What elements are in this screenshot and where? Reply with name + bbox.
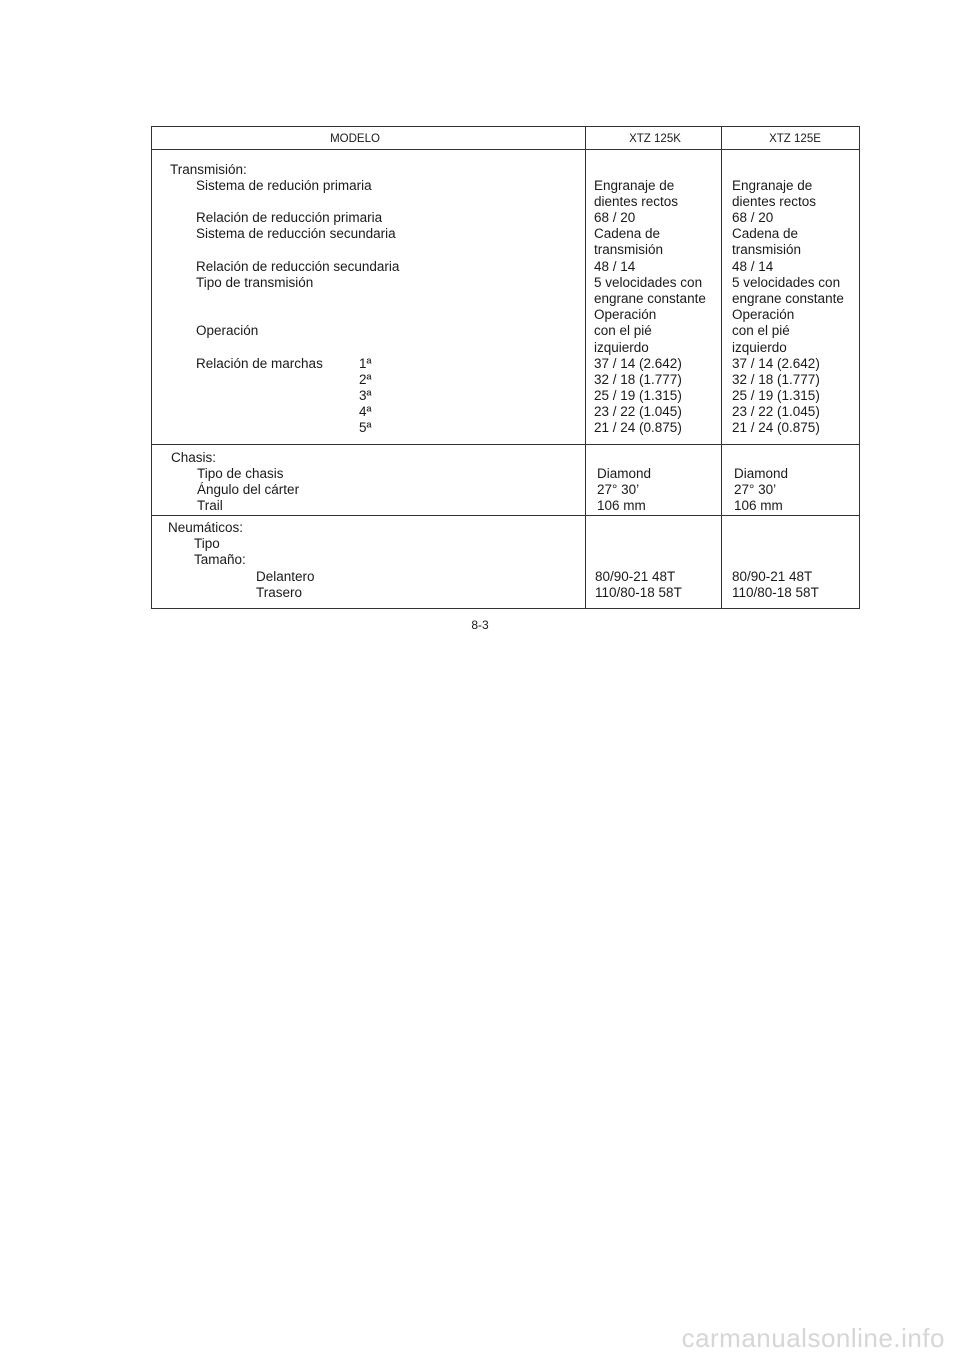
gear-1-label: 1ª [359,356,372,371]
gear-5-label: 5ª [359,420,372,435]
header-model: MODELO [330,133,380,145]
e-value: engrane constante [732,291,844,306]
k-value: 25 / 19 (1.315) [594,388,682,403]
k-value: izquierdo [594,340,649,355]
e-value: 106 mm [734,498,783,513]
e-value: izquierdo [732,340,787,355]
e-value: 21 / 24 (0.875) [732,420,820,435]
e-value: Diamond [734,466,789,481]
e-value: 110/80-18 58T [732,585,819,600]
k-value: 23 / 22 (1.045) [594,404,682,419]
k-value: 106 mm [597,498,646,513]
e-value: transmisión [732,242,802,257]
k-value: 27° 30’ [597,482,640,497]
e-value: 48 / 14 [732,259,774,274]
e-value: Operación [732,307,795,322]
k-value: con el pié [594,323,652,338]
transmission-title: Transmisión: [170,162,247,177]
row-divider [152,444,859,445]
k-value: 68 / 20 [594,210,636,225]
k-value: 21 / 24 (0.875) [594,420,682,435]
label-tire-front: Delantero [256,569,315,584]
label-chassis-type: Tipo de chasis [197,466,284,481]
k-value: 110/80-18 58T [595,585,682,600]
gear-3-label: 3ª [359,388,372,403]
e-value: 80/90-21 48T [732,569,813,584]
tires-title: Neumáticos: [168,520,244,535]
e-value: 5 velocidades con [732,275,841,290]
label-tire-rear: Trasero [256,585,303,600]
chassis-title: Chasis: [171,450,217,465]
label-operation: Operación [196,323,259,338]
e-value: 27° 30’ [734,482,777,497]
row-divider [152,515,859,516]
k-value: 48 / 14 [594,259,636,274]
gear-4-label: 4ª [359,404,372,419]
label-gear-ratios: Relación de marchas [196,356,323,371]
k-value: Engranaje de [594,178,675,193]
label-tire-type: Tipo [194,536,220,551]
label-secondary-ratio: Relación de reducción secundaria [196,259,400,274]
header-xtz125k: XTZ 125K [629,133,681,145]
k-value: 37 / 14 (2.642) [594,356,682,371]
k-value: 5 velocidades con [594,275,703,290]
label-trail: Trail [197,498,223,513]
k-value: 80/90-21 48T [595,569,676,584]
column-divider [585,127,586,608]
column-divider [721,127,722,608]
row-divider [152,149,859,150]
gear-2-label: 2ª [359,372,372,387]
e-value: 37 / 14 (2.642) [732,356,820,371]
k-value: transmisión [594,242,664,257]
e-value: 32 / 18 (1.777) [732,372,820,387]
label-caster-angle: Ángulo del cárter [197,482,300,497]
e-value: dientes rectos [732,194,817,209]
k-value: Operación [594,307,657,322]
e-value: Engranaje de [732,178,813,193]
k-value: engrane constante [594,291,706,306]
k-value: dientes rectos [594,194,679,209]
k-value: Cadena de [594,226,661,241]
e-value: 68 / 20 [732,210,774,225]
label-transmission-type: Tipo de transmisión [196,275,314,290]
label-primary-ratio: Relación de reducción primaria [196,210,383,225]
specifications-table [151,126,860,609]
k-value: 32 / 18 (1.777) [594,372,682,387]
page-number: 8-3 [471,618,489,632]
e-value: 25 / 19 (1.315) [732,388,820,403]
e-value: Cadena de [732,226,799,241]
e-value: 23 / 22 (1.045) [732,404,820,419]
watermark: carmanualsonline.info [681,1323,945,1353]
k-value: Diamond [597,466,652,481]
label-primary-system: Sistema de redución primaria [196,178,372,193]
e-value: con el pié [732,323,790,338]
label-secondary-system: Sistema de reducción secundaria [196,226,396,241]
header-xtz125e: XTZ 125E [769,133,821,145]
label-tire-size: Tamaño: [194,552,246,567]
